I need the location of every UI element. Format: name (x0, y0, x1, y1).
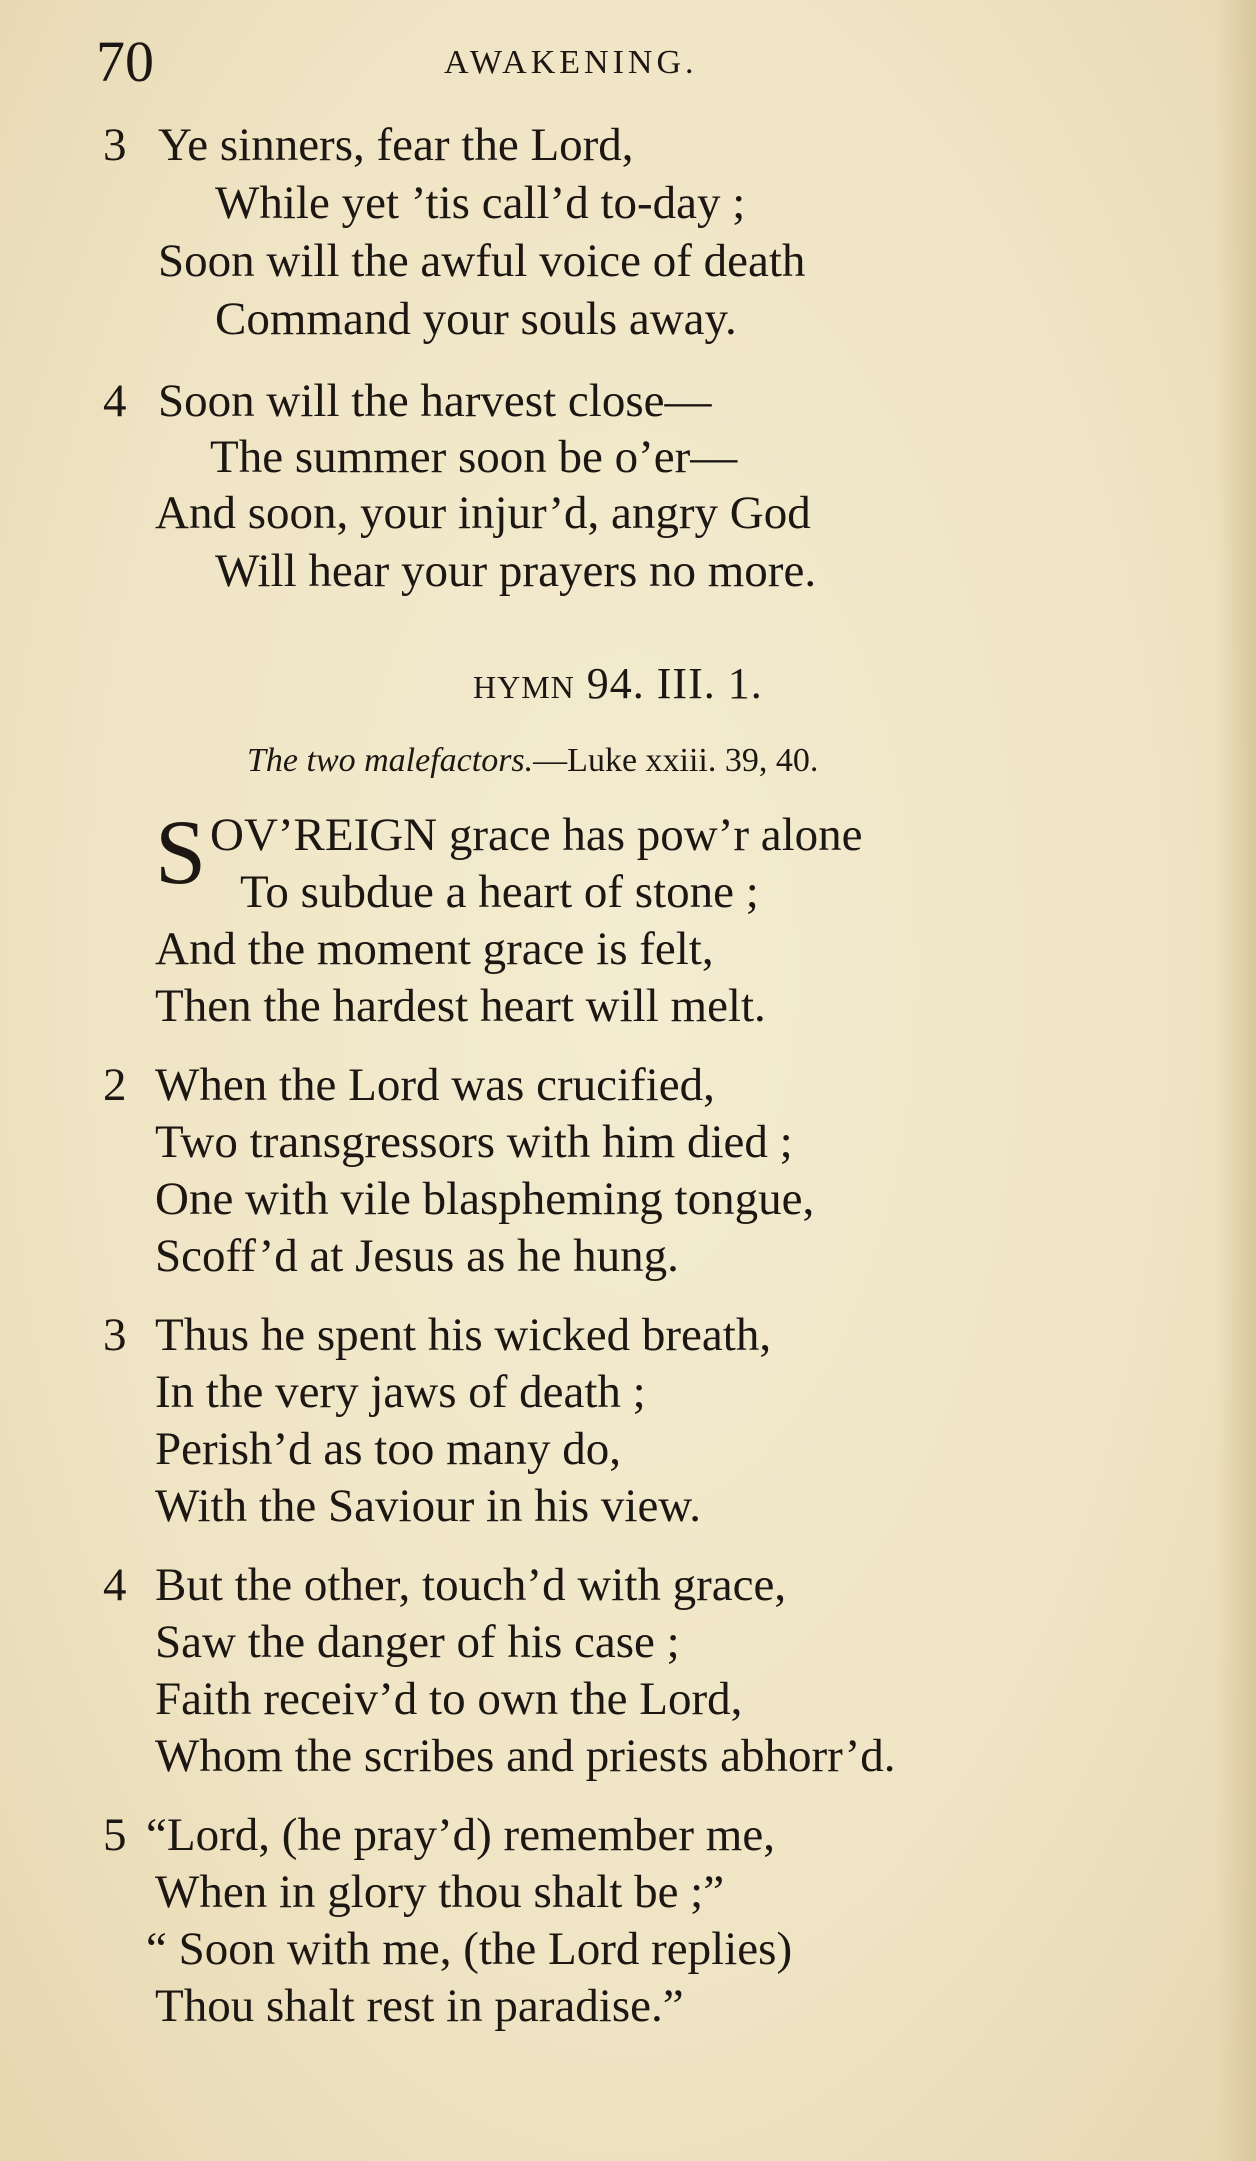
verse-line: Soon will the awful voice of death (158, 235, 806, 287)
stanza-number: 5 (103, 1809, 127, 1861)
verse-line: In the very jaws of death ; (155, 1366, 646, 1418)
verse-line: “Lord, (he pray’d) remember me, (146, 1809, 775, 1861)
verse-line: When in glory thou shalt be ;” (155, 1866, 725, 1918)
verse-line: Thou shalt rest in paradise.” (155, 1980, 684, 2032)
verse-line: To subdue a heart of stone ; (240, 866, 759, 918)
verse-line: But the other, touch’d with grace, (155, 1559, 787, 1611)
running-head: AWAKENING. (444, 44, 698, 81)
verse-line: Faith receiv’d to own the Lord, (155, 1673, 743, 1725)
verse-line: When the Lord was crucified, (155, 1059, 715, 1111)
verse-line: Saw the danger of his case ; (155, 1616, 680, 1668)
page-edge-shadow (1216, 0, 1256, 2161)
page-header (96, 28, 1196, 98)
verse-line: Perish’d as too many do, (155, 1423, 622, 1475)
verse-line: And soon, your injur’d, angry God (155, 487, 811, 539)
stanza-number: 3 (103, 1309, 127, 1361)
verse-line: One with vile blaspheming tongue, (155, 1173, 815, 1225)
verse-line: Will hear your prayers no more. (215, 545, 817, 597)
stanza-number: 4 (103, 1559, 127, 1611)
verse-line: Command your souls away. (215, 293, 737, 345)
verse-line: Soon will the harvest close— (158, 375, 712, 427)
hymn-title (473, 658, 763, 709)
verse-line: While yet ’tis call’d to-day ; (215, 177, 746, 229)
hymn-title-word: HYMN (473, 669, 575, 705)
verse-line: Two transgressors with him died ; (155, 1116, 793, 1168)
verse-line: Then the hardest heart will melt. (155, 980, 766, 1032)
hymn-subtitle-topic: The two malefactors. (247, 742, 534, 779)
verse-line: With the Saviour in his view. (155, 1480, 701, 1532)
drop-cap: S (155, 801, 207, 903)
verse-line: OV’REIGN grace has pow’r alone (210, 809, 863, 861)
stanza-number: 3 (103, 119, 127, 171)
hymn-title-number: 94. III. 1. (586, 659, 763, 708)
verse-line: Ye sinners, fear the Lord, (158, 119, 634, 171)
verse-line: The summer soon be o’er— (210, 431, 738, 483)
verse-line: Whom the scribes and priests abhorr’d. (155, 1730, 896, 1782)
verse-line: “ Soon with me, (the Lord replies) (146, 1923, 793, 1975)
stanza-number: 2 (103, 1059, 127, 1111)
verse-line: Scoff’d at Jesus as he hung. (155, 1230, 679, 1282)
hymn-subtitle (247, 742, 818, 780)
verse-line: And the moment grace is felt, (155, 923, 714, 975)
hymn-scripture-ref: —Luke xxiii. 39, 40. (533, 742, 819, 779)
page-number: 70 (96, 29, 154, 94)
stanza-number: 4 (103, 375, 127, 427)
verse-line: Thus he spent his wicked breath, (155, 1309, 772, 1361)
